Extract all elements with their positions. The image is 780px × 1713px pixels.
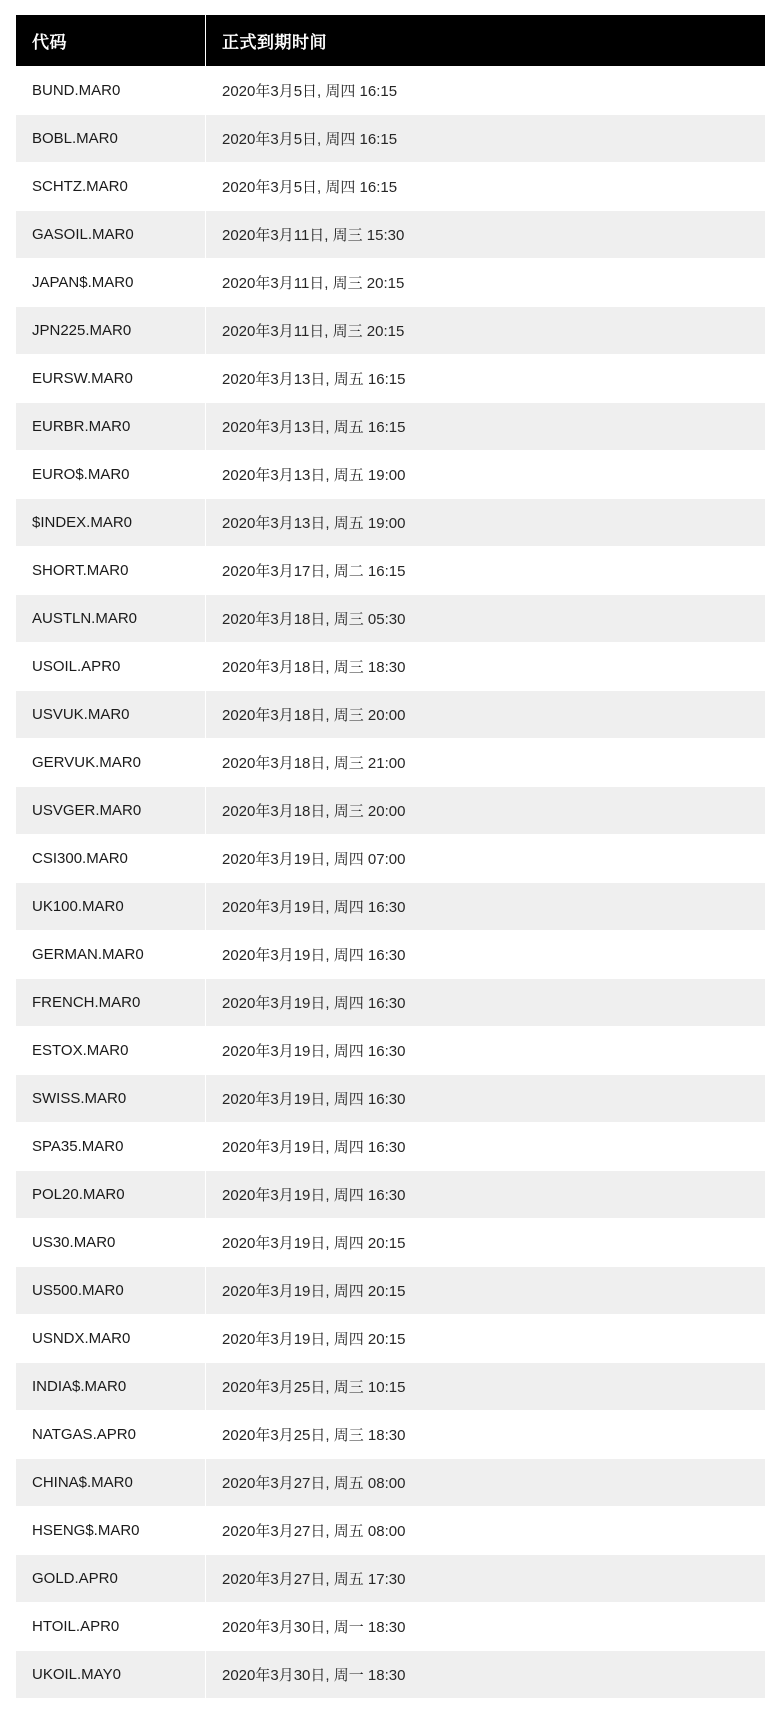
column-header-code: 代码	[16, 15, 206, 67]
table-row	[16, 1027, 766, 1075]
cell-code: $INDEX.MAR0	[16, 499, 206, 547]
table-bottom-edge-date-cell	[206, 1699, 765, 1713]
cell-expiry-time: 2020年3月27日, 周五 08:00	[206, 1507, 766, 1555]
cell-code: GOLD.APR0	[16, 1555, 206, 1603]
cell-expiry-time: 2020年3月11日, 周三 20:15	[206, 307, 766, 355]
cell-expiry-time: 2020年3月18日, 周三 20:00	[206, 787, 766, 835]
cell-expiry-time: 2020年3月19日, 周四 16:30	[206, 1171, 766, 1219]
cell-expiry-time: 2020年3月19日, 周四 16:30	[206, 979, 766, 1027]
cell-expiry-time: 2020年3月19日, 周四 16:30	[206, 883, 766, 931]
cell-code: NATGAS.APR0	[16, 1411, 206, 1459]
cell-code: USVUK.MAR0	[16, 691, 206, 739]
cell-expiry-time: 2020年3月30日, 周一 18:30	[206, 1603, 766, 1651]
table-bottom-edge-code-cell	[15, 1699, 206, 1713]
table-row	[16, 115, 766, 163]
cell-expiry-time: 2020年3月5日, 周四 16:15	[206, 67, 766, 115]
table-row	[16, 451, 766, 499]
cell-expiry-time: 2020年3月27日, 周五 17:30	[206, 1555, 766, 1603]
cell-code: BOBL.MAR0	[16, 115, 206, 163]
cell-expiry-time: 2020年3月18日, 周三 20:00	[206, 691, 766, 739]
table-row	[16, 835, 766, 883]
cell-expiry-time: 2020年3月5日, 周四 16:15	[206, 163, 766, 211]
cell-code: HSENG$.MAR0	[16, 1507, 206, 1555]
table-row	[16, 403, 766, 451]
cell-code: ESTOX.MAR0	[16, 1027, 206, 1075]
table-row	[16, 787, 766, 835]
cell-expiry-time: 2020年3月18日, 周三 18:30	[206, 643, 766, 691]
cell-expiry-time: 2020年3月5日, 周四 16:15	[206, 115, 766, 163]
cell-expiry-time: 2020年3月13日, 周五 19:00	[206, 499, 766, 547]
table-row	[16, 595, 766, 643]
cell-code: UK100.MAR0	[16, 883, 206, 931]
cell-code: USOIL.APR0	[16, 643, 206, 691]
cell-expiry-time: 2020年3月19日, 周四 20:15	[206, 1219, 766, 1267]
cell-code: JAPAN$.MAR0	[16, 259, 206, 307]
cell-code: SPA35.MAR0	[16, 1123, 206, 1171]
cell-code: AUSTLN.MAR0	[16, 595, 206, 643]
cell-code: EURBR.MAR0	[16, 403, 206, 451]
table-row	[16, 1651, 766, 1699]
table-header-row	[16, 15, 766, 67]
cell-expiry-time: 2020年3月25日, 周三 10:15	[206, 1363, 766, 1411]
cell-expiry-time: 2020年3月19日, 周四 07:00	[206, 835, 766, 883]
table-row	[16, 499, 766, 547]
table-bottom-edge	[15, 1699, 765, 1713]
table-header	[16, 15, 766, 67]
table-row	[16, 739, 766, 787]
table-row	[16, 259, 766, 307]
cell-expiry-time: 2020年3月30日, 周一 18:30	[206, 1651, 766, 1699]
table-bottom-edge-row	[15, 1699, 765, 1713]
cell-code: CHINA$.MAR0	[16, 1459, 206, 1507]
cell-expiry-time: 2020年3月13日, 周五 16:15	[206, 403, 766, 451]
cell-expiry-time: 2020年3月13日, 周五 19:00	[206, 451, 766, 499]
cell-expiry-time: 2020年3月18日, 周三 05:30	[206, 595, 766, 643]
cell-code: SHORT.MAR0	[16, 547, 206, 595]
cell-code: HTOIL.APR0	[16, 1603, 206, 1651]
cell-code: FRENCH.MAR0	[16, 979, 206, 1027]
cell-expiry-time: 2020年3月11日, 周三 20:15	[206, 259, 766, 307]
table-row	[16, 1219, 766, 1267]
table-row	[16, 931, 766, 979]
cell-code: BUND.MAR0	[16, 67, 206, 115]
cell-code: INDIA$.MAR0	[16, 1363, 206, 1411]
table-row	[16, 1123, 766, 1171]
table-row	[16, 1507, 766, 1555]
table-row	[16, 211, 766, 259]
cell-code: EURO$.MAR0	[16, 451, 206, 499]
cell-expiry-time: 2020年3月17日, 周二 16:15	[206, 547, 766, 595]
cell-code: SWISS.MAR0	[16, 1075, 206, 1123]
cell-expiry-time: 2020年3月13日, 周五 16:15	[206, 355, 766, 403]
cell-expiry-time: 2020年3月25日, 周三 18:30	[206, 1411, 766, 1459]
cell-code: USNDX.MAR0	[16, 1315, 206, 1363]
cell-code: SCHTZ.MAR0	[16, 163, 206, 211]
cell-code: GERVUK.MAR0	[16, 739, 206, 787]
table-row	[16, 355, 766, 403]
cell-expiry-time: 2020年3月19日, 周四 16:30	[206, 1123, 766, 1171]
cell-code: USVGER.MAR0	[16, 787, 206, 835]
cell-code: JPN225.MAR0	[16, 307, 206, 355]
cell-code: EURSW.MAR0	[16, 355, 206, 403]
table-row	[16, 163, 766, 211]
cell-expiry-time: 2020年3月27日, 周五 08:00	[206, 1459, 766, 1507]
table-row	[16, 1603, 766, 1651]
column-header-expiry-time: 正式到期时间	[206, 15, 766, 67]
cell-expiry-time: 2020年3月19日, 周四 16:30	[206, 1027, 766, 1075]
table-row	[16, 1555, 766, 1603]
table-row	[16, 1315, 766, 1363]
cell-code: GASOIL.MAR0	[16, 211, 206, 259]
table-row	[16, 307, 766, 355]
table-row	[16, 1267, 766, 1315]
table-row	[16, 979, 766, 1027]
table-row	[16, 643, 766, 691]
table-body	[16, 67, 766, 1699]
table-row	[16, 691, 766, 739]
cell-expiry-time: 2020年3月19日, 周四 20:15	[206, 1267, 766, 1315]
cell-expiry-time: 2020年3月18日, 周三 21:00	[206, 739, 766, 787]
cell-code: US30.MAR0	[16, 1219, 206, 1267]
contract-expiry-table	[15, 14, 766, 1699]
table-row	[16, 1075, 766, 1123]
table-row	[16, 1171, 766, 1219]
table-row	[16, 1411, 766, 1459]
cell-code: US500.MAR0	[16, 1267, 206, 1315]
cell-code: UKOIL.MAY0	[16, 1651, 206, 1699]
table-row	[16, 1363, 766, 1411]
cell-expiry-time: 2020年3月19日, 周四 20:15	[206, 1315, 766, 1363]
cell-expiry-time: 2020年3月11日, 周三 15:30	[206, 211, 766, 259]
cell-expiry-time: 2020年3月19日, 周四 16:30	[206, 931, 766, 979]
cell-code: POL20.MAR0	[16, 1171, 206, 1219]
table-row	[16, 67, 766, 115]
table-row	[16, 547, 766, 595]
cell-expiry-time: 2020年3月19日, 周四 16:30	[206, 1075, 766, 1123]
cell-code: CSI300.MAR0	[16, 835, 206, 883]
cell-code: GERMAN.MAR0	[16, 931, 206, 979]
table-row	[16, 883, 766, 931]
table-row	[16, 1459, 766, 1507]
